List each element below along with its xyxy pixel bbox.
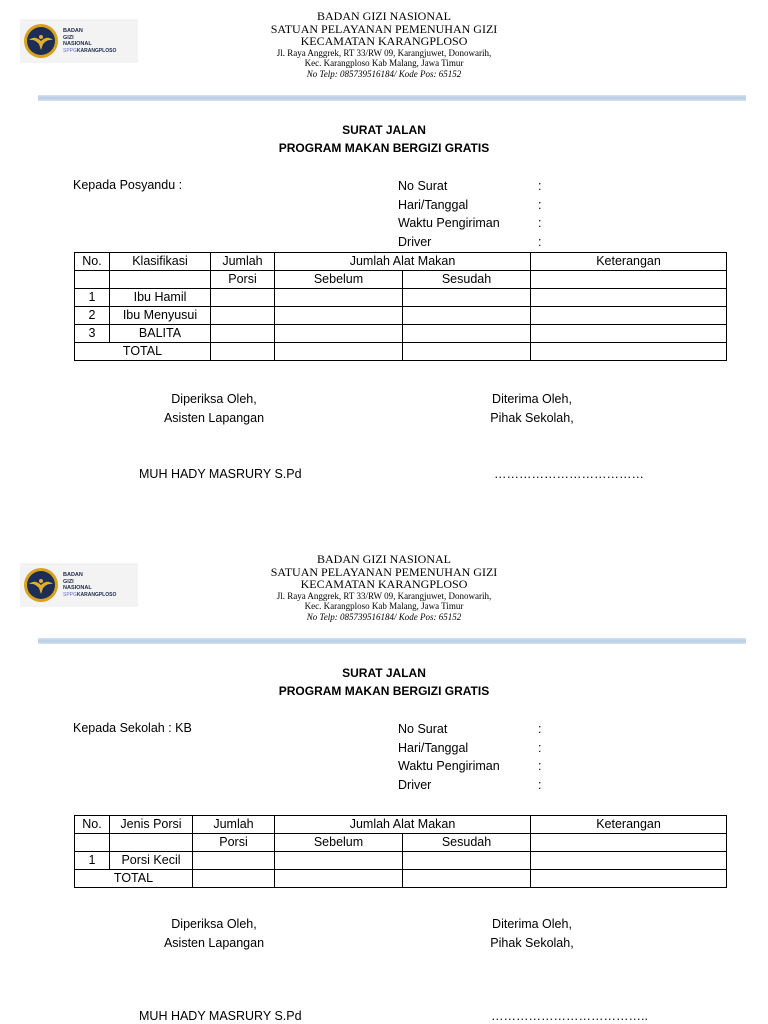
header-jumlah: Jumlah: [211, 253, 275, 271]
cell: [211, 307, 275, 325]
cell: [275, 307, 403, 325]
header-klasifikasi: Klasifikasi: [110, 253, 211, 271]
recipient: Kepada Sekolah : KB: [73, 721, 192, 735]
logo-karangploso: KARANGPLOSO: [76, 47, 117, 54]
row-no: 1: [75, 852, 110, 870]
header-jumlah: Jumlah: [193, 816, 275, 834]
letterhead: [0, 10, 768, 79]
meta-colon: :: [538, 216, 542, 231]
signature-left: [139, 390, 289, 428]
header-jenis-porsi: Jenis Porsi: [110, 816, 193, 834]
recipient: Kepada Posyandu :: [73, 178, 183, 192]
kop-address1: Jl. Raya Anggrek, RT 33/RW 09, Karangjuwet, Donowarih,: [276, 590, 492, 601]
cell: [211, 289, 275, 307]
header-keterangan: Keterangan: [531, 816, 727, 834]
doc-title: [0, 121, 768, 157]
cell: [403, 870, 531, 888]
kop-line3: KECAMATAN KARANGPLOSO: [300, 577, 468, 591]
signer-name: MUH HADY MASRURY S.Pd: [139, 1009, 302, 1023]
cell: [403, 852, 531, 870]
header-sebelum: Sebelum: [275, 834, 403, 852]
kop-address1: Jl. Raya Anggrek, RT 33/RW 09, Karangjuwet, Donowarih,: [276, 47, 492, 58]
logo-line: NASIONAL: [63, 585, 92, 591]
meta-colon: :: [538, 740, 542, 755]
header-sesudah: Sesudah: [403, 834, 531, 852]
cell: [275, 870, 403, 888]
header-no: No.: [75, 253, 110, 271]
cell: [275, 289, 403, 307]
sign-left-line1: Diperiksa Oleh,: [171, 917, 257, 931]
header-sebelum: Sebelum: [275, 271, 403, 289]
sign-right-line2: Pihak Sekolah,: [490, 411, 574, 425]
cell: [531, 834, 727, 852]
logo-line: NASIONAL: [63, 41, 92, 47]
logo-line: BADAN: [63, 28, 83, 34]
meta-block: [398, 177, 541, 252]
row-label: BALITA: [110, 325, 211, 343]
subtitle-line: PROGRAM MAKAN BERGIZI GRATIS: [278, 684, 490, 698]
kop-line1: BADAN GIZI NASIONAL: [317, 9, 451, 23]
row-no: 2: [75, 307, 110, 325]
cell: [531, 307, 727, 325]
sign-right-line2: Pihak Sekolah,: [490, 936, 574, 950]
sign-left-line2: Asisten Lapangan: [163, 411, 265, 425]
cell: [275, 343, 403, 361]
letterhead: [0, 553, 768, 622]
table-row: [75, 289, 727, 307]
cell: [211, 325, 275, 343]
meta-colon: :: [538, 179, 542, 193]
cell: [531, 271, 727, 289]
cell: [403, 325, 531, 343]
meta-hari-tanggal: Hari/Tanggal: [398, 197, 469, 212]
header-sesudah: Sesudah: [403, 271, 531, 289]
sign-right-line1: Diterima Oleh,: [492, 392, 572, 406]
meta-colon: :: [538, 722, 542, 736]
cell: [75, 834, 110, 852]
kop-line2: SATUAN PELAYANAN PEMENUHAN GIZI: [270, 21, 498, 36]
cell: [531, 289, 727, 307]
kop-line2: SATUAN PELAYANAN PEMENUHAN GIZI: [270, 564, 498, 579]
meta-block: [398, 720, 541, 795]
table-row: [75, 852, 727, 870]
kop-address2: Kec. Karangploso Kab Malang, Jawa Timur: [304, 58, 464, 68]
logo-sppg: SPPG: [63, 47, 77, 54]
cell: [531, 325, 727, 343]
cell: [110, 271, 211, 289]
total-label: TOTAL: [75, 870, 193, 888]
kop-contact: No Telp: 085739516184/ Kode Pos: 65152: [306, 68, 462, 79]
cell: [403, 289, 531, 307]
letterhead-divider: [38, 638, 746, 644]
meta-colon: :: [538, 235, 542, 250]
signature-right: [482, 915, 582, 953]
cell: [403, 307, 531, 325]
meta-no-surat: No Surat: [398, 722, 448, 736]
kop-line1: BADAN GIZI NASIONAL: [317, 552, 451, 566]
title-line: SURAT JALAN: [342, 666, 426, 680]
kop-line3: KECAMATAN KARANGPLOSO: [300, 34, 468, 48]
meta-waktu: Waktu Pengiriman: [398, 759, 500, 774]
signer-name: MUH HADY MASRURY S.Pd: [139, 467, 302, 481]
cell: [531, 852, 727, 870]
logo-karangploso: KARANGPLOSO: [76, 591, 117, 598]
meta-colon: :: [538, 759, 542, 774]
doc-title: [0, 664, 768, 700]
sign-left-line2: Asisten Lapangan: [163, 936, 265, 950]
logo-line: BADAN: [63, 572, 83, 578]
cell: [75, 271, 110, 289]
total-label: TOTAL: [75, 343, 211, 361]
header-porsi: Porsi: [211, 271, 275, 289]
delivery-table: [74, 815, 727, 888]
meta-hari-tanggal: Hari/Tanggal: [398, 740, 469, 755]
cell: [110, 834, 193, 852]
row-label: Porsi Kecil: [110, 852, 193, 870]
subtitle-line: PROGRAM MAKAN BERGIZI GRATIS: [278, 141, 490, 155]
kop-contact: No Telp: 085739516184/ Kode Pos: 65152: [306, 611, 462, 622]
logo-sppg: SPPG: [63, 591, 77, 598]
meta-waktu: Waktu Pengiriman: [398, 216, 500, 231]
table-row: [75, 325, 727, 343]
total-row: [75, 343, 727, 361]
receiver-dots: ………………………………: [494, 467, 644, 481]
row-label: Ibu Hamil: [110, 289, 211, 307]
logo-line: GIZI: [63, 34, 74, 41]
letterhead-divider: [38, 95, 746, 101]
logo-line: GIZI: [63, 578, 74, 585]
sign-right-line1: Diterima Oleh,: [492, 917, 572, 931]
receiver-dots: ………………………………..: [491, 1009, 648, 1023]
cell: [531, 343, 727, 361]
cell: [275, 852, 403, 870]
header-alat-makan: Jumlah Alat Makan: [275, 816, 531, 834]
row-label: Ibu Menyusui: [110, 307, 211, 325]
meta-driver: Driver: [398, 235, 432, 250]
meta-colon: :: [538, 778, 542, 793]
signature-left: [139, 915, 289, 953]
header-keterangan: Keterangan: [531, 253, 727, 271]
header-porsi: Porsi: [193, 834, 275, 852]
total-row: [75, 870, 727, 888]
cell: [193, 870, 275, 888]
title-line: SURAT JALAN: [342, 123, 426, 137]
sign-left-line1: Diperiksa Oleh,: [171, 392, 257, 406]
row-no: 3: [75, 325, 110, 343]
cell: [275, 325, 403, 343]
meta-no-surat: No Surat: [398, 179, 448, 193]
row-no: 1: [75, 289, 110, 307]
cell: [193, 852, 275, 870]
table-row: [75, 307, 727, 325]
kop-address2: Kec. Karangploso Kab Malang, Jawa Timur: [304, 601, 464, 611]
delivery-table: [74, 252, 727, 361]
cell: [531, 870, 727, 888]
cell: [403, 343, 531, 361]
cell: [211, 343, 275, 361]
signature-right: [482, 390, 582, 428]
meta-colon: :: [538, 197, 542, 212]
meta-driver: Driver: [398, 778, 432, 793]
header-alat-makan: Jumlah Alat Makan: [275, 253, 531, 271]
header-no: No.: [75, 816, 110, 834]
